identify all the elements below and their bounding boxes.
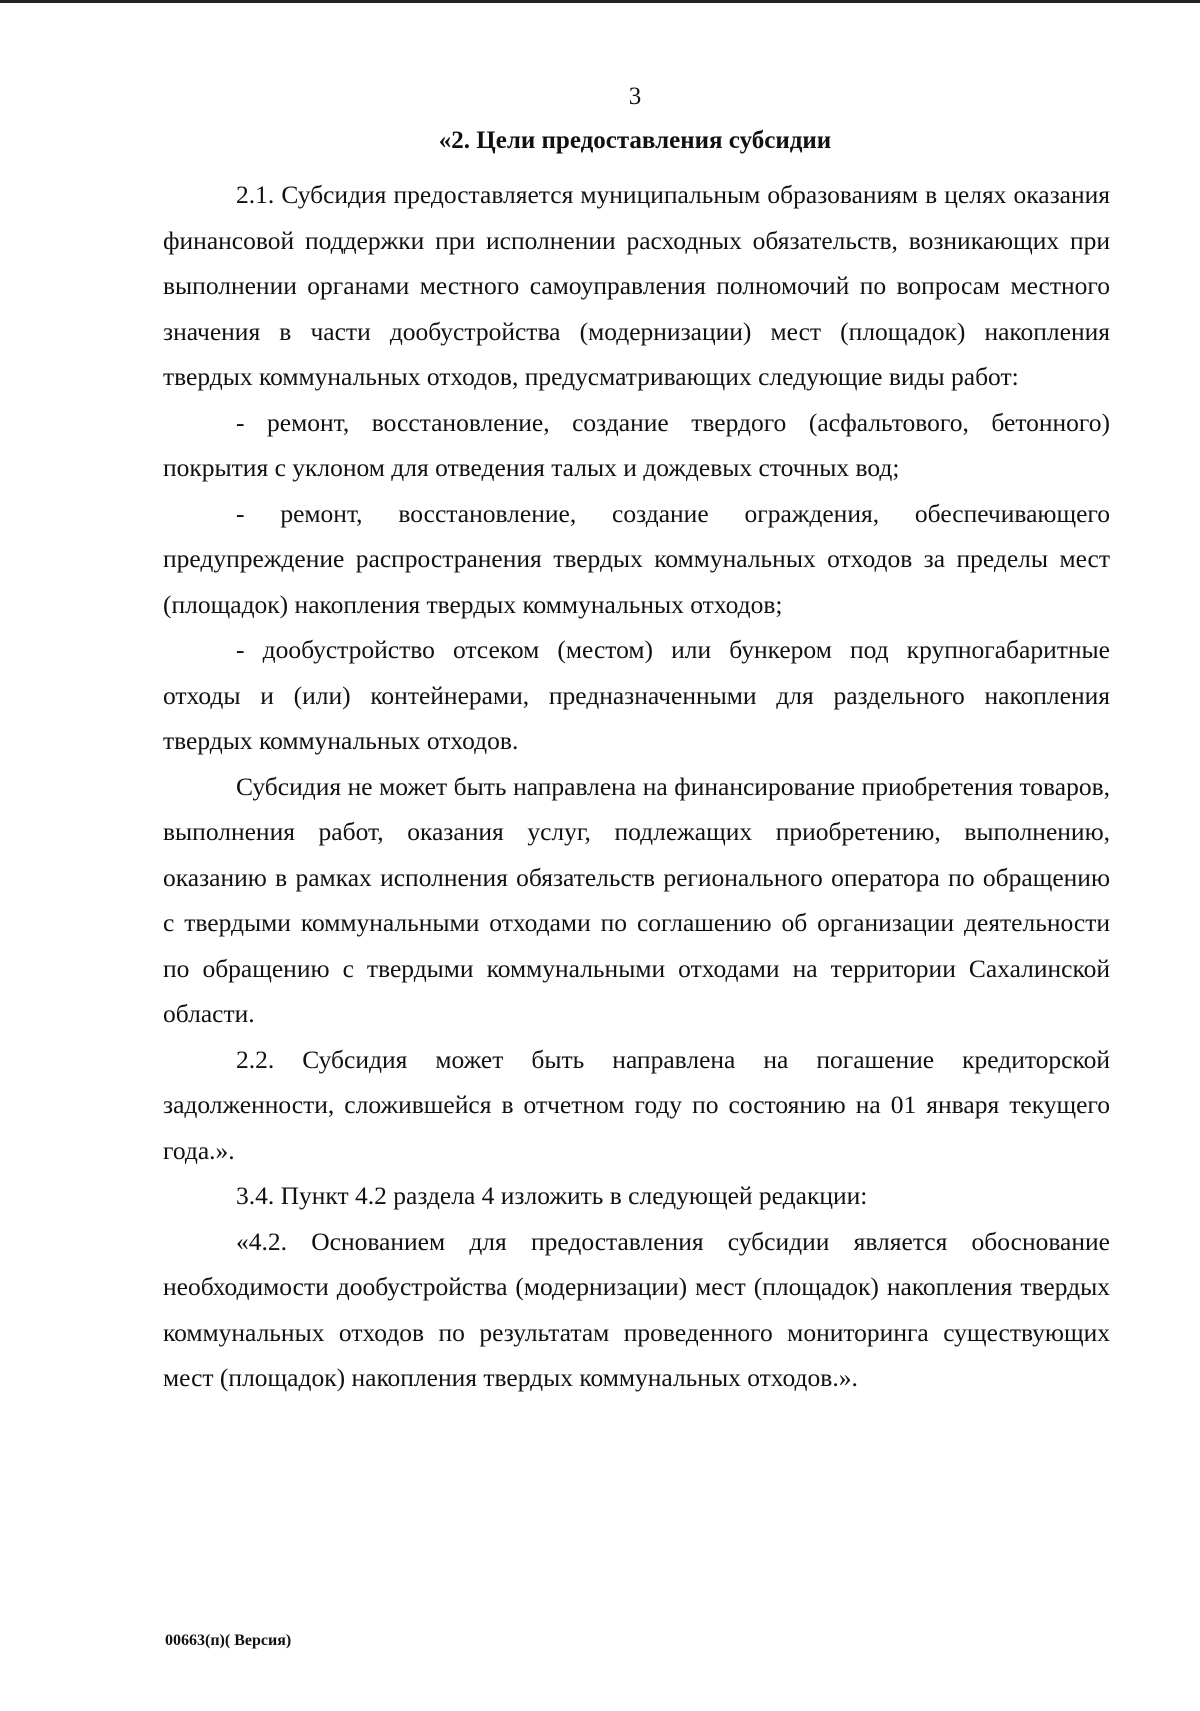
page-number: 3 bbox=[628, 83, 642, 110]
list-item-paving: - ремонт, восстановление, создание твердого (асфальтового, бетонного) покрытия с уклоном для отведения талых и дождевых сточных вод; bbox=[163, 407, 1110, 482]
list-item-bulky-waste: - дообустройство отсеком (местом) или бункером под крупногабаритные отходы и (или) контейнерами, предназначенными для раздельного накопления твердых коммунальных отходов. bbox=[163, 635, 1110, 755]
paragraph-3-4: 3.4. Пункт 4.2 раздела 4 изложить в следующей редакции: bbox=[236, 1181, 868, 1210]
list-item-fencing: - ремонт, восстановление, создание ограждения, обеспечивающего предупреждение распространения твердых коммунальных отходов за пределы мест (площадок) накопления твердых коммунальных отходов; bbox=[163, 498, 1110, 619]
paragraph-4-2: «4.2. Основанием для предоставления субсидии является обоснование необходимости дообустройства (модернизации) мест (площадок) накопления твердых коммунальных отходов по результатам проведенного мониторинга существующих мест (площадок) накопления твердых коммунальных отходов.». bbox=[163, 1226, 1110, 1392]
document-body bbox=[163, 172, 1110, 1401]
section-title: «2. Цели предоставления субсидии bbox=[438, 127, 832, 154]
top-border-line bbox=[0, 0, 1200, 3]
paragraph-2-2: 2.2. Субсидия может быть направлена на погашение кредиторской задолженности, сложившейся в отчетном году по состоянию на 01 января текущего года.». bbox=[163, 1044, 1110, 1165]
paragraph-2-1: 2.1. Субсидия предоставляется муниципальным образованиям в целях оказания финансовой поддержки при исполнении расходных обязательств, возникающих при выполнении органами местного самоуправления полномочий по вопросам местного значения в части дообустройства (модернизации) мест (площадок) накопления твердых коммунальных отходов, предусматривающих следующие виды работ: bbox=[163, 180, 1110, 391]
footer-document-code: 00663(п)( Версия) bbox=[165, 1632, 292, 1649]
paragraph-restriction: Субсидия не может быть направлена на финансирование приобретения товаров, выполнения работ, оказания услуг, подлежащих приобретению, выполнению, оказанию в рамках исполнения обязательств регионального оператора по обращению с твердыми коммунальными отходами по соглашению об организации деятельности по обращению с твердыми коммунальными отходами на территории Сахалинской области. bbox=[163, 771, 1110, 1028]
